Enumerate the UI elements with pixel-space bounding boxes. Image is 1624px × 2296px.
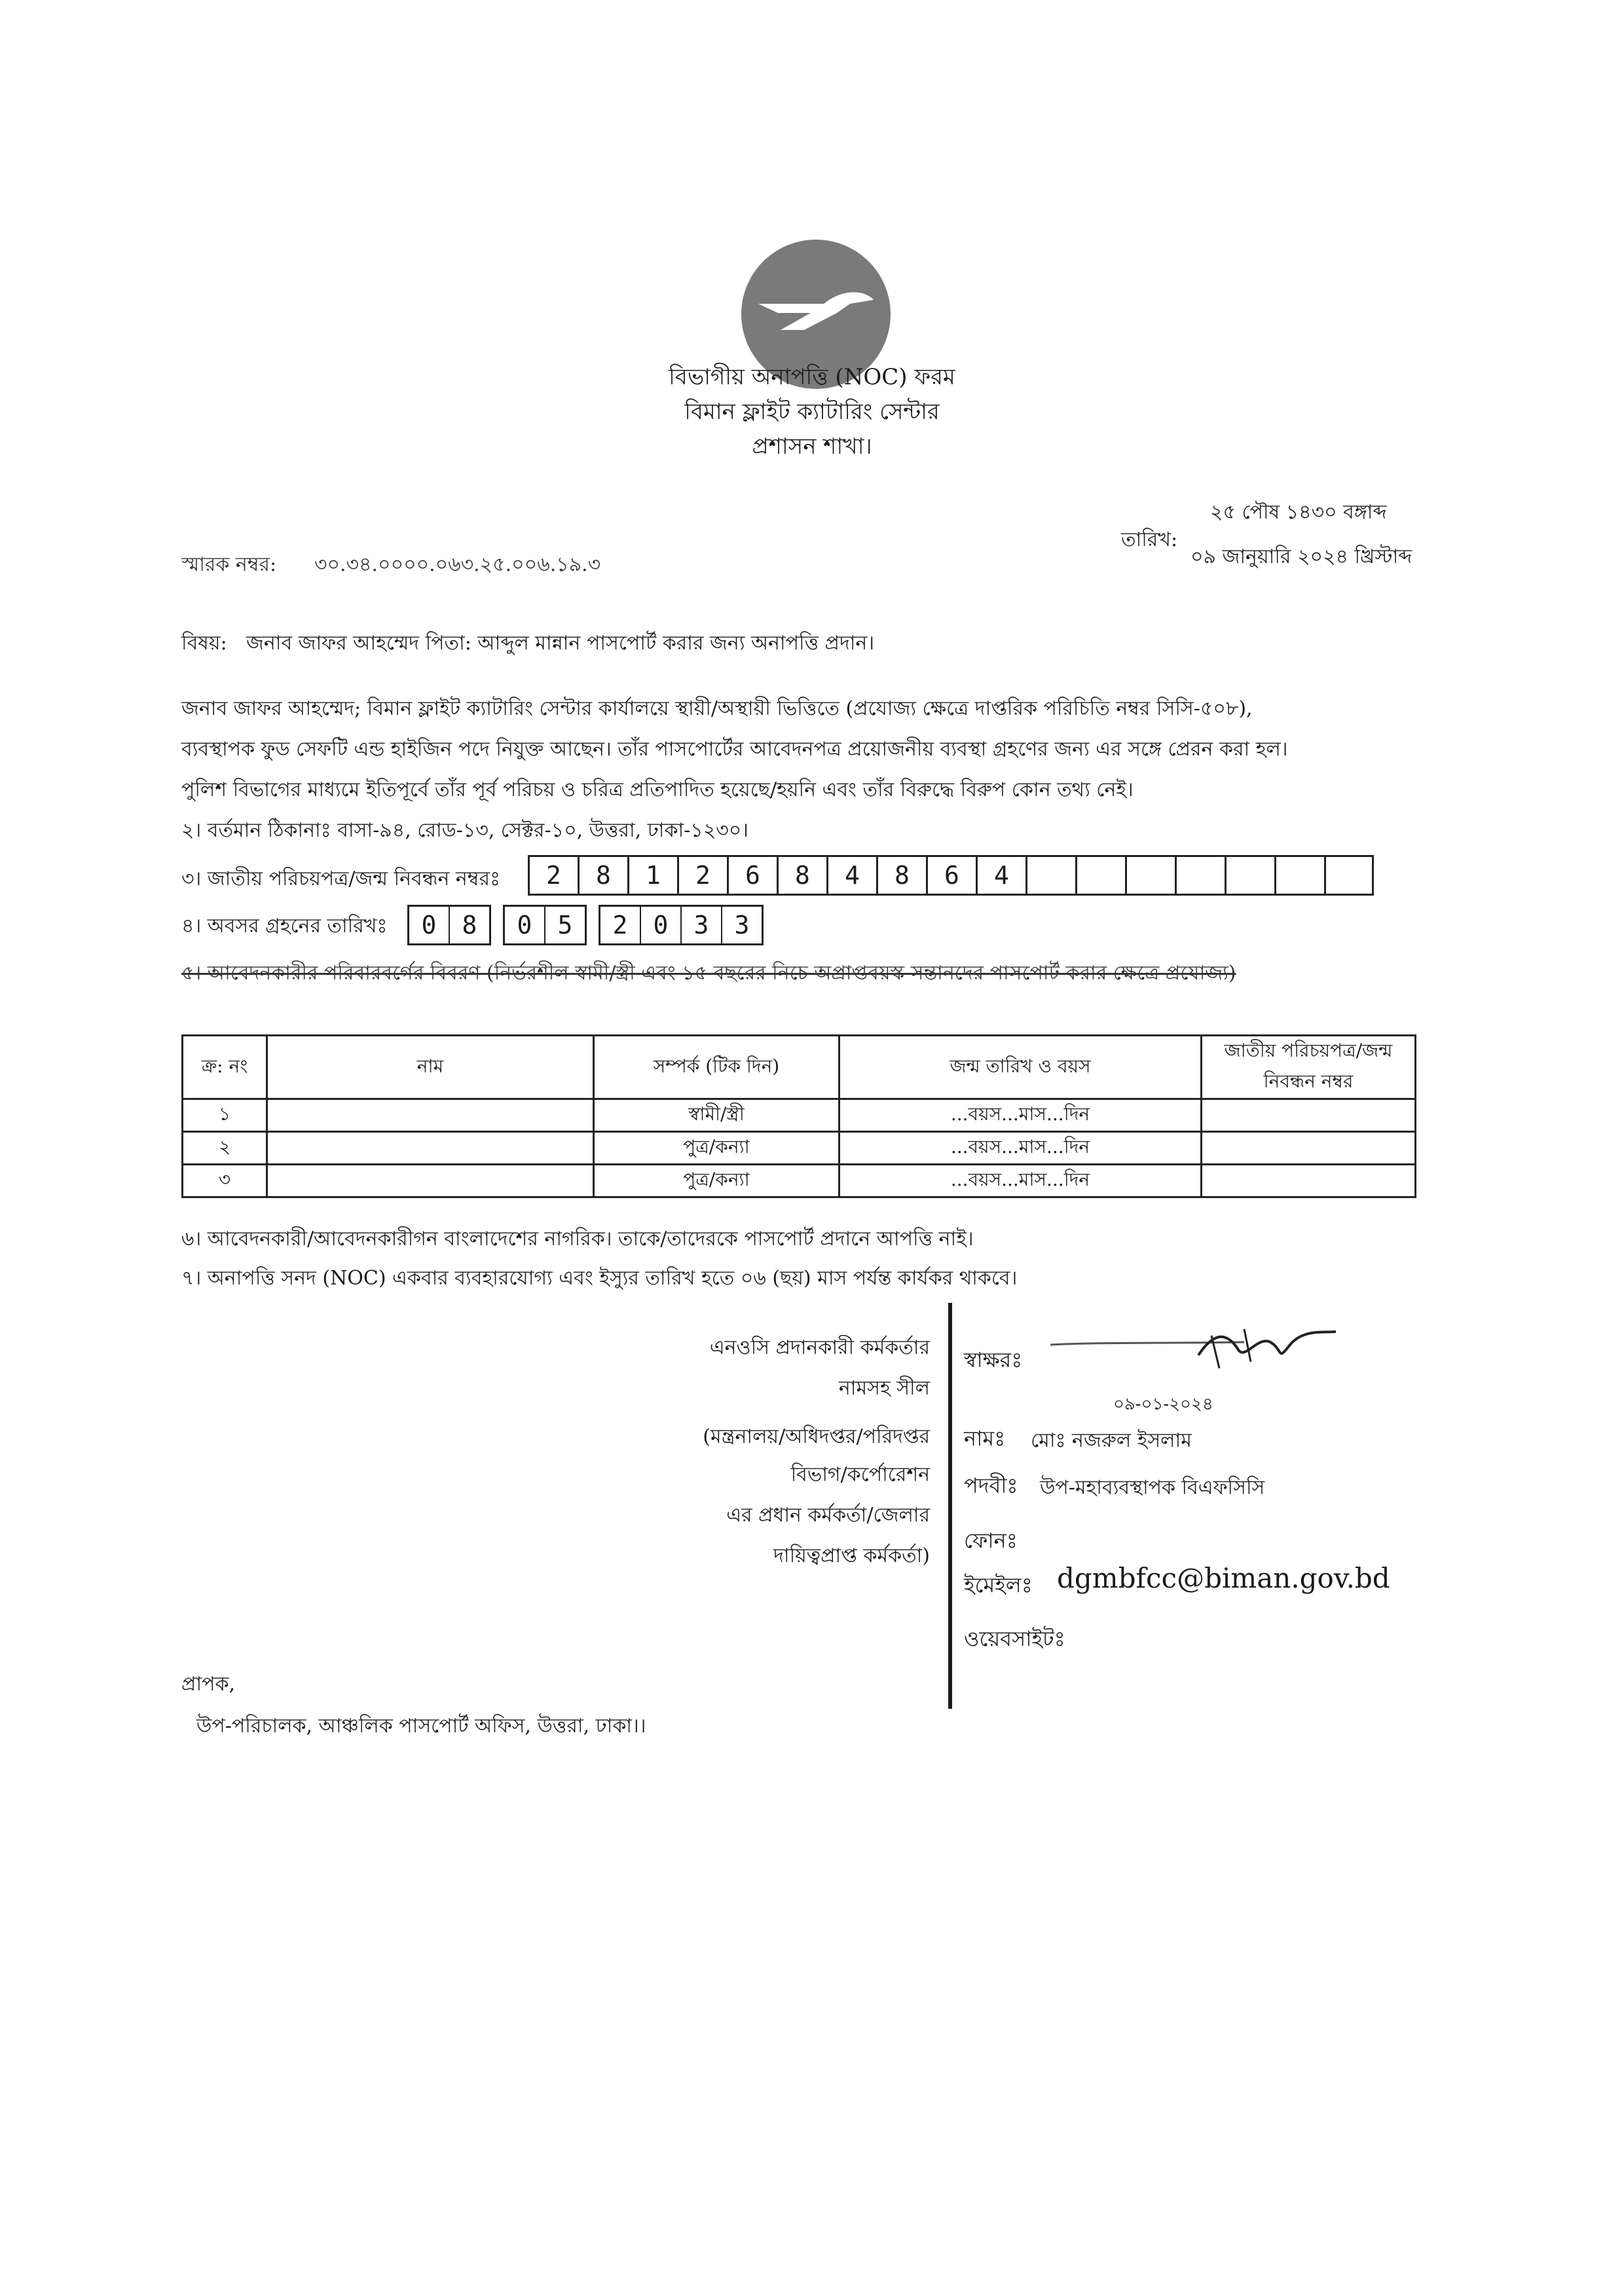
nid-boxes xyxy=(528,855,1374,896)
col-birth-age: জন্ম তারিখ ও বয়স xyxy=(840,1036,1202,1099)
subject-text: জনাব জাফর আহম্মেদ পিতা: আব্দুল মান্নান পাসপোর্ট করার জন্য অনাপত্তি প্রদান। xyxy=(246,632,875,655)
family-table xyxy=(181,1034,1416,1198)
cell-nid[interactable] xyxy=(1202,1132,1416,1165)
retire-label: ৪। অবসর গ্রহনের তারিখঃ xyxy=(181,915,388,938)
signature-date: ০৯-০১-২০২৪ xyxy=(1113,1394,1213,1414)
cell-nid[interactable] xyxy=(1202,1099,1416,1132)
retire-digit: 5 xyxy=(557,911,573,939)
recipient-label: প্রাপক, xyxy=(181,1673,235,1696)
website-label: ওয়েবসাইটঃ xyxy=(964,1626,1065,1651)
retire-digit: 0 xyxy=(505,907,545,943)
nid-digit-box: 6 xyxy=(926,855,976,896)
email-label: ইমেইলঃ xyxy=(964,1573,1033,1597)
name-label: নামঃ xyxy=(964,1426,1006,1451)
org-name: বিমান ফ্লাইট ক্যাটারিং সেন্টার xyxy=(684,399,940,425)
col-name: নাম xyxy=(267,1036,594,1099)
validity-statement: ৭। অনাপত্তি সনদ (NOC) একবার ব্যবহারযোগ্য এবং ইস্যুর তারিখ হতে ০৬ (ছয়) মাস পর্যন্ত কার্যকর থাকবে। xyxy=(181,1267,1018,1290)
nid-digit-box: 4 xyxy=(826,855,876,896)
officer-line-2: নামসহ সীল xyxy=(838,1377,930,1400)
cell-serial: ৩ xyxy=(183,1165,267,1197)
cell-relation[interactable]: স্বামী/স্ত্রী xyxy=(594,1099,840,1132)
form-title: বিভাগীয় অনাপত্তি (NOC) ফরম xyxy=(669,364,955,390)
cell-relation[interactable]: পুত্র/কন্যা xyxy=(594,1165,840,1197)
nid-digit-box: 8 xyxy=(777,855,826,896)
cell-nid[interactable] xyxy=(1202,1165,1416,1197)
designation-label: পদবীঃ xyxy=(964,1473,1018,1498)
officer-designation: উপ-মহাব্যবস্থাপক বিএফসিসি xyxy=(1040,1476,1265,1499)
nid-digit-box: 2 xyxy=(677,855,727,896)
nid-digit-box: 8 xyxy=(578,855,627,896)
cell-age[interactable]: ...বয়স...মাস...দিন xyxy=(840,1132,1202,1165)
table-row xyxy=(183,1132,1416,1165)
nid-digit-box: 4 xyxy=(976,855,1025,896)
cell-serial: ১ xyxy=(183,1099,267,1132)
officer-line-6: দায়িত্বপ্রাপ্ত কর্মকর্তা) xyxy=(773,1544,930,1567)
retire-date-boxes xyxy=(407,905,775,945)
recipient-address: উপ-পরিচালক, আঞ্চলিক পাসপোর্ট অফিস, উত্তরা, ঢাকা।। xyxy=(196,1715,646,1738)
date-english: ০৯ জানুয়ারি ২০২৪ খ্রিস্টাব্দ xyxy=(1190,545,1412,568)
cell-name[interactable] xyxy=(267,1132,594,1165)
date-bangla: ২৫ পৌষ ১৪৩০ বঙ্গাব্দ xyxy=(1210,501,1387,524)
col-nid: জাতীয় পরিচয়পত্র/জন্ম নিবন্ধন নম্বর xyxy=(1202,1036,1416,1099)
retire-day xyxy=(407,905,491,945)
cell-age[interactable]: ...বয়স...মাস...দিন xyxy=(840,1165,1202,1197)
nid-label: ৩। জাতীয় পরিচয়পত্র/জন্ম নিবন্ধন নম্বরঃ xyxy=(181,867,500,890)
retire-digit: 8 xyxy=(462,911,477,939)
officer-line-3: (মন্ত্রনালয়/অধিদপ্তর/পরিদপ্তর xyxy=(703,1425,930,1448)
nid-digit-box xyxy=(1075,855,1125,896)
retire-digit: 3 xyxy=(682,907,722,943)
family-details-heading: ৫। আবেদনকারীর পরিবারবর্গের বিবরণ (নির্ভরশীল স্বামী/স্ত্রী এবং ১৫ বছরের নিচে অপ্রাপ্তবয়স্ক সন্তানদের পাসপোর্ট করার ক্ষেত্রে প্রযোজ্য) xyxy=(181,962,1236,985)
cell-age[interactable]: ...বয়স...মাস...দিন xyxy=(840,1099,1202,1132)
retire-digit: 3 xyxy=(734,911,750,939)
address-line: ২। বর্তমান ঠিকানাঃ বাসা-৯৪, রোড-১৩, সেক্টর-১০, উত্তরা, ঢাকা-১২৩০। xyxy=(181,819,748,842)
nid-digit-box xyxy=(1125,855,1175,896)
nid-digit-box: 2 xyxy=(528,855,578,896)
officer-email[interactable]: dgmbfcc@biman.gov.bd xyxy=(1057,1562,1390,1594)
nid-digit-box xyxy=(1175,855,1225,896)
retire-digit: 2 xyxy=(600,907,641,943)
department-name: প্রশাসন শাখা। xyxy=(752,433,872,460)
retire-month xyxy=(503,905,587,945)
col-serial: ক্র: নং xyxy=(183,1036,267,1099)
officer-line-5: এর প্রধান কর্মকর্তা/জেলার xyxy=(726,1504,930,1527)
signature-divider xyxy=(948,1303,952,1709)
table-row xyxy=(183,1099,1416,1132)
nid-digit-box xyxy=(1274,855,1324,896)
retire-year xyxy=(599,905,764,945)
nid-digit-box: 8 xyxy=(876,855,926,896)
table-header-row xyxy=(183,1036,1416,1099)
nid-digit-box xyxy=(1025,855,1075,896)
signature-label: স্বাক্ষরঃ xyxy=(964,1347,1023,1372)
memo-label: স্মারক নম্বর: xyxy=(181,553,277,576)
phone-label: ফোনঃ xyxy=(964,1528,1018,1553)
nid-digit-box xyxy=(1324,855,1374,896)
cell-name[interactable] xyxy=(267,1165,594,1197)
retire-digit: 0 xyxy=(641,907,682,943)
col-relation: সম্পর্ক (টিক দিন) xyxy=(594,1036,840,1099)
officer-name: মোঃ নজরুল ইসলাম xyxy=(1031,1429,1192,1452)
body-line-1: জনাব জাফর আহম্মেদ; বিমান ফ্লাইট ক্যাটারিং সেন্টার কার্যালয়ে স্থায়ী/অস্থায়ী ভিত্তিতে (প্রযোজ্য ক্ষেত্রে দাপ্তরিক পরিচিতি নম্বর সিসি-৫০৮), xyxy=(181,697,1253,720)
officer-line-1: এনওসি প্রদানকারী কর্মকর্তার xyxy=(709,1336,930,1359)
nid-digit-box xyxy=(1225,855,1274,896)
table-row xyxy=(183,1165,1416,1197)
handwritten-signature xyxy=(1048,1316,1349,1388)
body-line-2: ব্যবস্থাপক ফুড সেফটি এন্ড হাইজিন পদে নিযুক্ত আছেন। তাঁর পাসপোর্টের আবেদনপত্র প্রয়োজনীয় ব্যবস্থা গ্রহণের জন্য এর সঙ্গে প্রেরন করা হল। xyxy=(181,738,1288,761)
memo-number: ৩০.৩৪.০০০০.০৬৩.২৫.০০৬.১৯.৩ xyxy=(314,553,601,576)
body-line-3: পুলিশ বিভাগের মাধ্যমে ইতিপূর্বে তাঁর পূর্ব পরিচয় ও চরিত্র প্রতিপাদিত হয়েছে/হয়নি এবং তাঁর বিরুদ্ধে বিরুপ কোন তথ্য নেই। xyxy=(181,778,1134,801)
nid-digit-box: 6 xyxy=(727,855,777,896)
cell-name[interactable] xyxy=(267,1099,594,1132)
citizenship-statement: ৬। আবেদনকারী/আবেদনকারীগন বাংলাদেশের নাগরিক। তাকে/তাদেরকে পাসপোর্ট প্রদানে আপত্তি নাই। xyxy=(181,1228,974,1250)
cell-serial: ২ xyxy=(183,1132,267,1165)
retire-digit: 0 xyxy=(409,907,450,943)
officer-line-4: বিভাগ/কর্পোরেশন xyxy=(790,1463,930,1486)
subject-label: বিষয়: xyxy=(181,632,227,655)
cell-relation[interactable]: পুত্র/কন্যা xyxy=(594,1132,840,1165)
nid-digit-box: 1 xyxy=(627,855,677,896)
date-label: তারিখ: xyxy=(1121,528,1178,551)
